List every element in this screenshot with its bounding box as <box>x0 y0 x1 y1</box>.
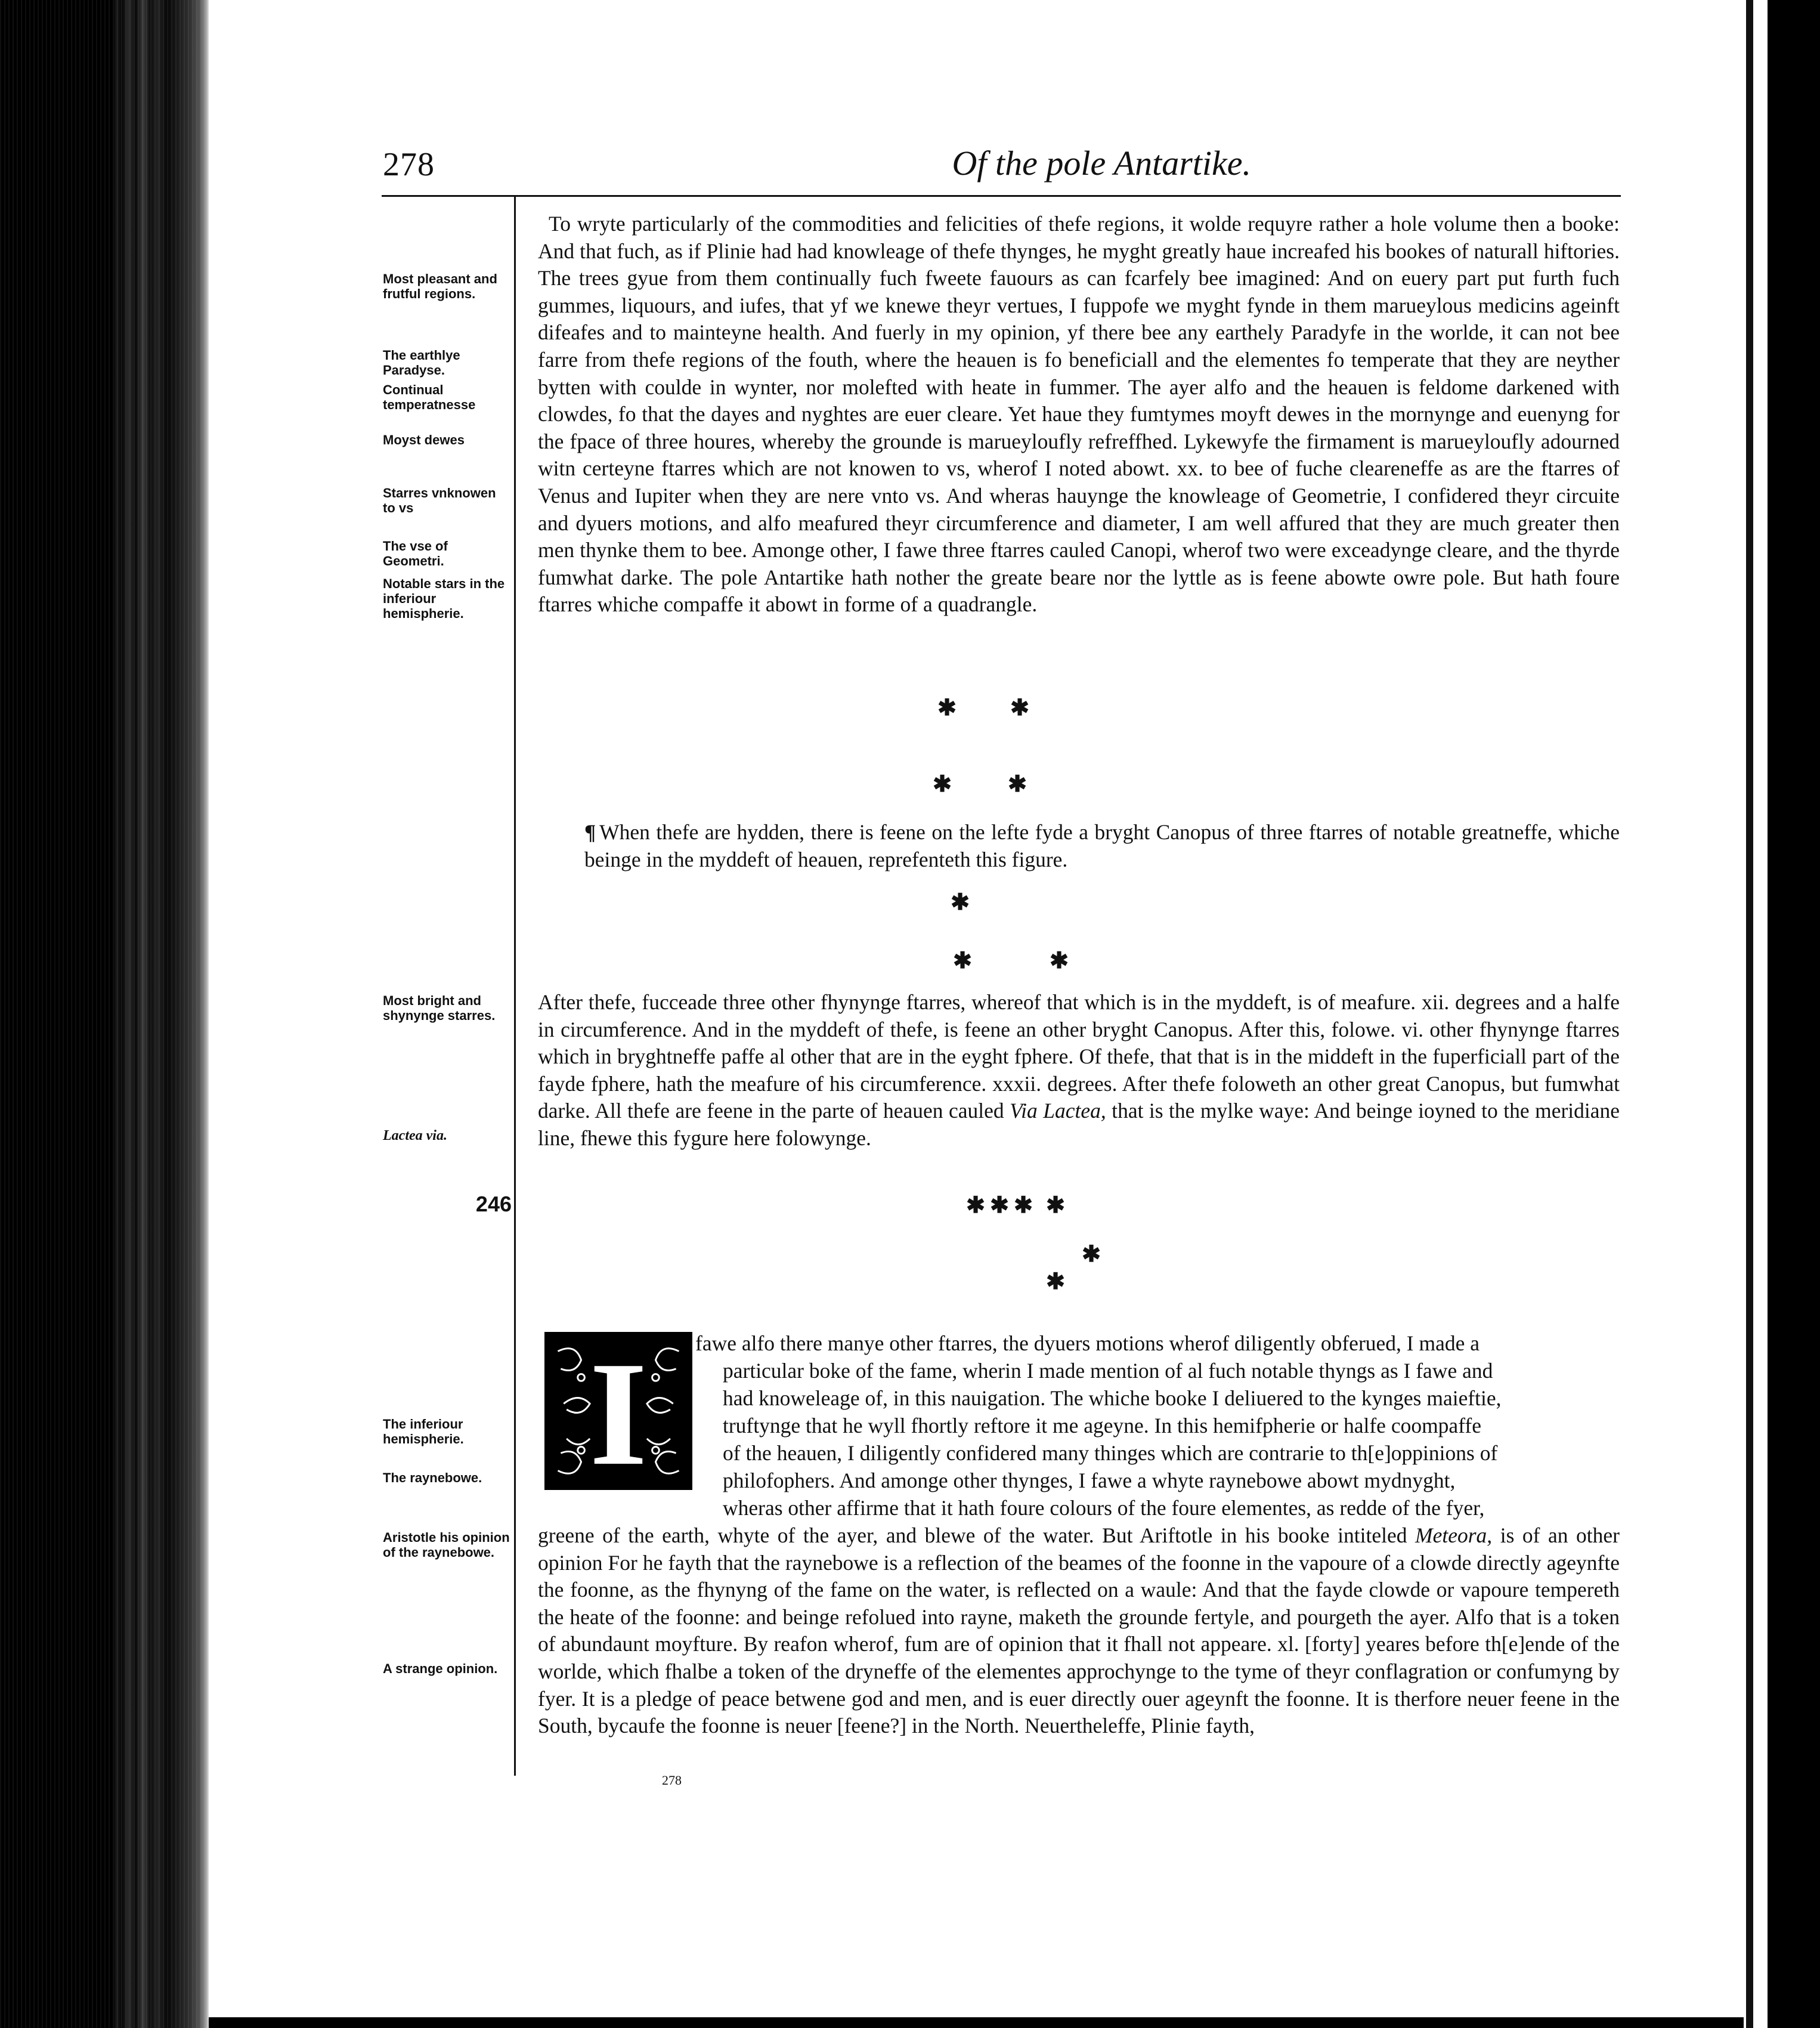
paragraph-after-these-text-2: that is the mylke waye: And beinge ioyned to the meridiane line, fhewe this fygure here folowynge. <box>538 1099 1620 1150</box>
dropcap-line-5: of the heauen, I diligently confidered many thinges which are contrarie to th[e]oppinions of <box>723 1441 1498 1465</box>
sidenote-aristotle-opinion: Aristotle his opinion of the raynebowe. <box>383 1530 510 1560</box>
header-rule <box>382 195 1621 197</box>
sidenote-raynebowe: The raynebowe. <box>383 1470 482 1485</box>
dropcap-line-3: had knoweleage of, in this nauigation. The whiche booke I deliuered to the kynges maieftie, <box>723 1386 1502 1410</box>
sidenote-lactea-via: Lactea via. <box>383 1128 447 1143</box>
paragraph-when-hydden-text: When thefe are hydden, there is feene on the lefte fyde a bryght Canopus of three ftarres of notable greatneffe, whiche beinge in the myddeft of heauen, reprefenteth this figure. <box>584 820 1620 871</box>
dropcap-line-6: philofophers. And amonge other thynges, I fawe a whyte raynebowe abowt mydnyght, <box>723 1469 1456 1492</box>
star-mark: ✱ <box>966 1193 985 1218</box>
star-mark: ✱ <box>990 1193 1009 1218</box>
sidenote-earthlye-paradyse: The earthlye Paradyse. <box>383 348 460 378</box>
meteora-italic: Meteora, <box>1415 1523 1493 1547</box>
pilcrow-mark: ¶ <box>584 820 596 844</box>
footer-folio: 278 <box>662 1773 682 1788</box>
via-lactea-italic: Via Lactea, <box>1010 1099 1106 1123</box>
sidenote-temperatnesse: Continual temperatnesse <box>383 382 476 412</box>
star-mark: ✱ <box>1046 1193 1065 1218</box>
sidenote-notable-stars: Notable stars in the inferiour hemispherie. <box>383 576 505 621</box>
star-mark: ✱ <box>1010 695 1029 721</box>
star-mark: ✱ <box>953 948 972 973</box>
sidenote-shynynge-starres: Most bright and shynynge starres. <box>383 993 496 1023</box>
paragraph-when-hydden <box>584 819 1620 873</box>
paragraph-raynebowe <box>538 1522 1620 1740</box>
drop-cap-letter: I <box>589 1331 648 1497</box>
star-mark: ✱ <box>951 890 970 915</box>
star-mark: ✱ <box>933 772 952 797</box>
sidenote-starres-vnknowen: Starres vnknowen to vs <box>383 486 496 515</box>
star-mark: ✱ <box>1046 1269 1065 1294</box>
paragraph-raynebowe-text-2: is of an other opinion For he fayth that the raynebowe is a reflection of the beames of the foonne in the vapoure of a clowde directly ageynfte the foonne, as the fhynyng of the fame on the water, is reflected on a waule: And that the fayde clowde or vapoure tempereth the heate of the foonne: and beinge refolued into rayne, maketh the grounde fertyle, and pourgeth the ayer. Alfo that is a token of abundaunt moyfture. By reafon wherof, fum are of opinion that it fhall not appeare. xl. [forty] yeares before th[e]ende of the worlde, which fhalbe a token of the dryneffe of the elementes approchynge to the tyme of theyr conflagration or confumyng by fyer. It is a pledge of peace betwene god and men, and is euer directly ouer ageynft the foonne. It is therfore neuer feene in the South, bycaufe the foonne is neuer [feene?] in the North. Neuertheleffe, Plinie fayth, <box>538 1523 1620 1738</box>
star-mark: ✱ <box>1008 772 1027 797</box>
sidenote-geometri: The vse of Geometri. <box>383 539 448 568</box>
paragraph-raynebowe-text: greene of the earth, whyte of the ayer, and blewe of the water. But Ariftotle in his booke intiteled <box>538 1523 1407 1547</box>
scan-right-border <box>1744 0 1820 2028</box>
dropcap-line-7: wheras other affirme that it hath foure colours of the foure elementes, as redde of the fyer, <box>723 1496 1485 1520</box>
scan-bottom-border <box>209 2017 1744 2028</box>
page-number: 278 <box>383 146 435 183</box>
running-title: Of the pole Antartike. <box>952 144 1251 183</box>
ornamental-drop-cap <box>544 1331 692 1497</box>
sidenote-moyst-dewes: Moyst dewes <box>383 432 465 447</box>
star-mark: ✱ <box>937 695 957 721</box>
paragraph-commodities: To wryte particularly of the commodities and felicities of thefe regions, it wolde requyre rather a hole volume then a booke: And that fuch, as if Plinie had had knowleage of thefe thynges, he myght greatly haue increafed his bookes of naturall hiftories. The trees gyue from them continually fuch fweete fauours as can fcarfely bee imagined: And on euery part put furth fuch gummes, liquours, and iufes, that yf we knewe theyr vertues, I fuppofe we myght fynde in them marueylous medicins ageinft difeafes and to mainteyne health. And fuerly in my opinion, yf there bee any earthely Paradyfe in the worlde, it can not bee farre from thefe regions of the fouth, where the heauen is fo beneficiall and the elementes fo temperate that they are neyther bytten with coulde in wynter, nor molefted with heate in fummer. The ayer alfo and the heauen is feldome darkened with clowdes, fo that the dayes and nyghtes are euer cleare. Yet haue they fumtymes moyft dewes in the mornynge and euenyng for the fpace of three houres, whereby the grounde is marueyloufly refreffhed. Lykewyfe the firmament is marueyloufly adourned witn certeyne ftarres which are not knowen to vs, wherof I noted abowt. xx. to bee of fuche cleareneffe as are the ftarres of Venus and Iupiter when they are nere vnto vs. And wheras hauynge the knowleage of Geometrie, I confidered theyr circuite and dyuers motions, and alfo meafured theyr circumference and diameter, I am well affured that they are much greater then men thynke them to bee. Amonge other, I fawe three ftarres cauled Canopi, wherof two were exceadynge cleare, and the thyrde fumwhat darke. The pole Antartike hath nother the greate beare nor the lyttle as is feene abowte owre pole. But hath foure ftarres whiche compaffe it abowt in forme of a quadrangle. <box>538 212 1620 617</box>
book-spine-edge <box>0 0 209 2028</box>
star-mark: ✱ <box>1014 1193 1033 1218</box>
dropcap-line-1: fawe alfo there manye other ftarres, the dyuers motions wherof diligently obferued, I made a <box>695 1331 1479 1355</box>
sidenote-strange-opinion: A strange opinion. <box>383 1661 498 1676</box>
paragraph-after-these <box>538 989 1620 1152</box>
paragraph-after-these-text: After thefe, fucceade three other fhynynge ftarres, whereof that which is in the myddeft, is of meafure. xii. degrees and a halfe in circumference. And in the myddeft of thefe, is feene an other bryght Canopus. After this, folowe. vi. other fhynynge ftarres which in bryghtneffe paffe al other that are in the eyght fphere. Of thefe, that that is in the middeft in the fuperficiall part of the fayde fphere, hath the meafure of his circumference. xxxii. degrees. After thefe foloweth an other great Canopus, but fumwhat darke. All thefe are feene in the parte of heauen cauled <box>538 990 1620 1123</box>
margin-page-number: 246 <box>475 1192 512 1216</box>
star-mark: ✱ <box>1082 1242 1101 1267</box>
dropcap-line-4: truftynge that he wyll fhortly reftore it me ageyne. In this hemifpherie or halfe coompaffe <box>723 1414 1481 1437</box>
dropcap-line-2: particular boke of the fame, wherin I made mention of al fuch notable thyngs as I fawe and <box>723 1359 1493 1383</box>
margin-column-rule <box>514 195 516 1776</box>
star-mark: ✱ <box>1050 948 1069 973</box>
sidenote-inferiour-hemispherie: The inferiour hemispherie. <box>383 1417 464 1446</box>
sidenote-frutful-regions: Most pleasant and frutful regions. <box>383 271 497 301</box>
